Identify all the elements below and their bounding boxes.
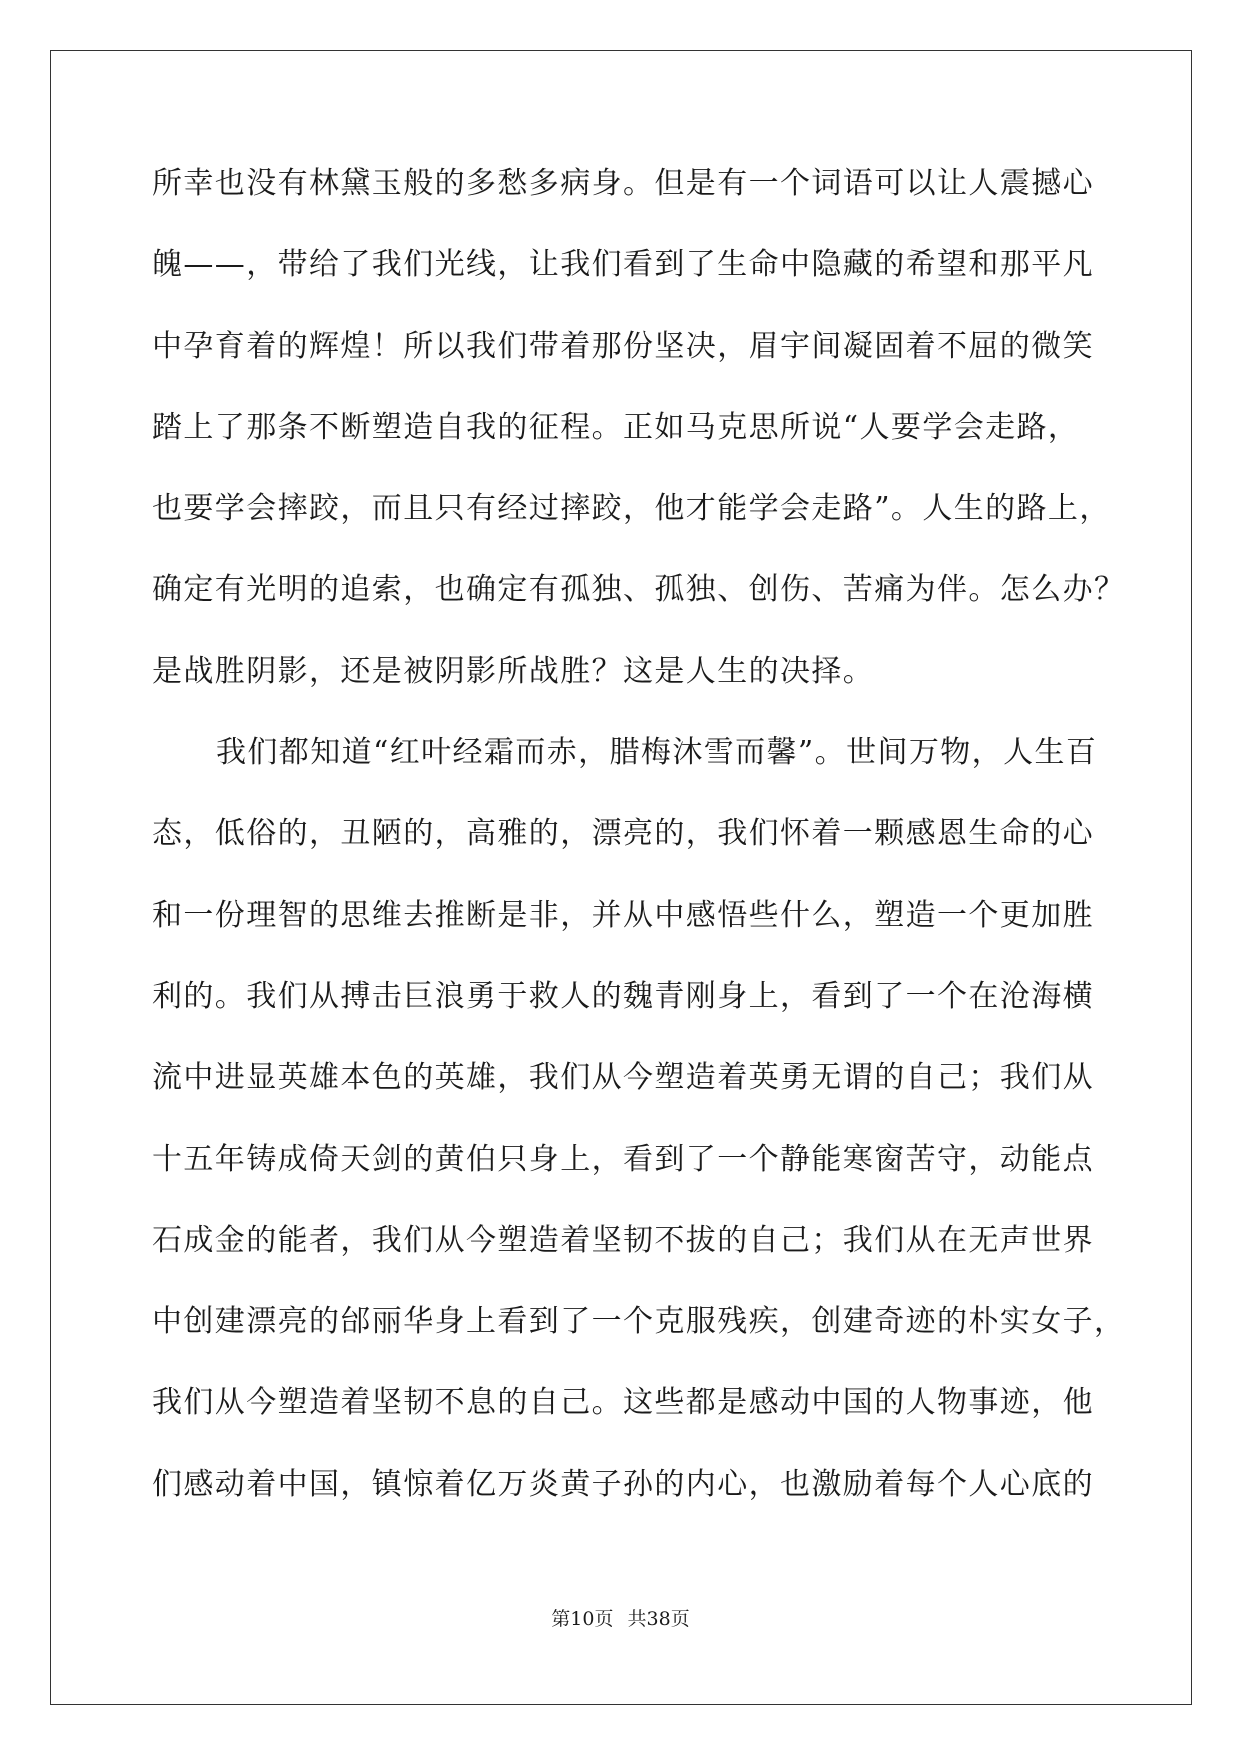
page-total: 共38页 [627, 1608, 690, 1630]
text-line: 利的。我们从搏击巨浪勇于救人的魏青刚身上，看到了一个在沧海横 [152, 978, 1094, 1014]
page-number: 第10页 [551, 1608, 614, 1630]
text-line: 确定有光明的追索，也确定有孤独、孤独、创伤、苦痛为伴。怎么办？ [152, 572, 1126, 608]
text-line: 魄——，带给了我们光线，让我们看到了生命中隐藏的希望和那平凡 [152, 247, 1094, 283]
text-line: 石成金的能者，我们从今塑造着坚韧不拔的自己；我们从在无声世界 [152, 1222, 1094, 1258]
text-line: 们感动着中国，镇惊着亿万炎黄子孙的内心，也激励着每个人心底的 [152, 1466, 1094, 1502]
text-line-paragraph-start: 我们都知道“红叶经霜而赤，腊梅沐雪而馨”。世间万物，人生百 [216, 735, 1098, 771]
text-line: 十五年铸成倚天剑的黄伯只身上，看到了一个静能寒窗苦守，动能点 [152, 1141, 1094, 1177]
text-line: 中孕育着的辉煌！所以我们带着那份坚决，眉宇间凝固着不屈的微笑 [152, 328, 1094, 364]
text-line: 所幸也没有林黛玉般的多愁多病身。但是有一个词语可以让人震撼心 [152, 166, 1094, 201]
text-line: 踏上了那条不断塑造自我的征程。正如马克思所说“人要学会走路， [152, 409, 1080, 445]
text-line: 中创建漂亮的邰丽华身上看到了一个克服残疾，创建奇迹的朴实女子， [152, 1304, 1126, 1340]
text-line: 和一份理智的思维去推断是非，并从中感悟些什么，塑造一个更加胜 [152, 897, 1094, 933]
text-line: 我们从今塑造着坚韧不息的自己。这些都是感动中国的人物事迹，他 [152, 1385, 1094, 1421]
text-line: 是战胜阴影，还是被阴影所战胜？这是人生的决择。 [152, 653, 875, 689]
text-line: 也要学会摔跤，而且只有经过摔跤，他才能学会走路”。人生的路上， [152, 491, 1111, 527]
body-text [152, 164, 1126, 1546]
text-line: 态，低俗的，丑陋的，高雅的，漂亮的，我们怀着一颗感恩生命的心 [152, 816, 1094, 852]
text-line: 流中进显英雄本色的英雄，我们从今塑造着英勇无谓的自己；我们从 [152, 1060, 1094, 1096]
page-footer [0, 1604, 1241, 1631]
